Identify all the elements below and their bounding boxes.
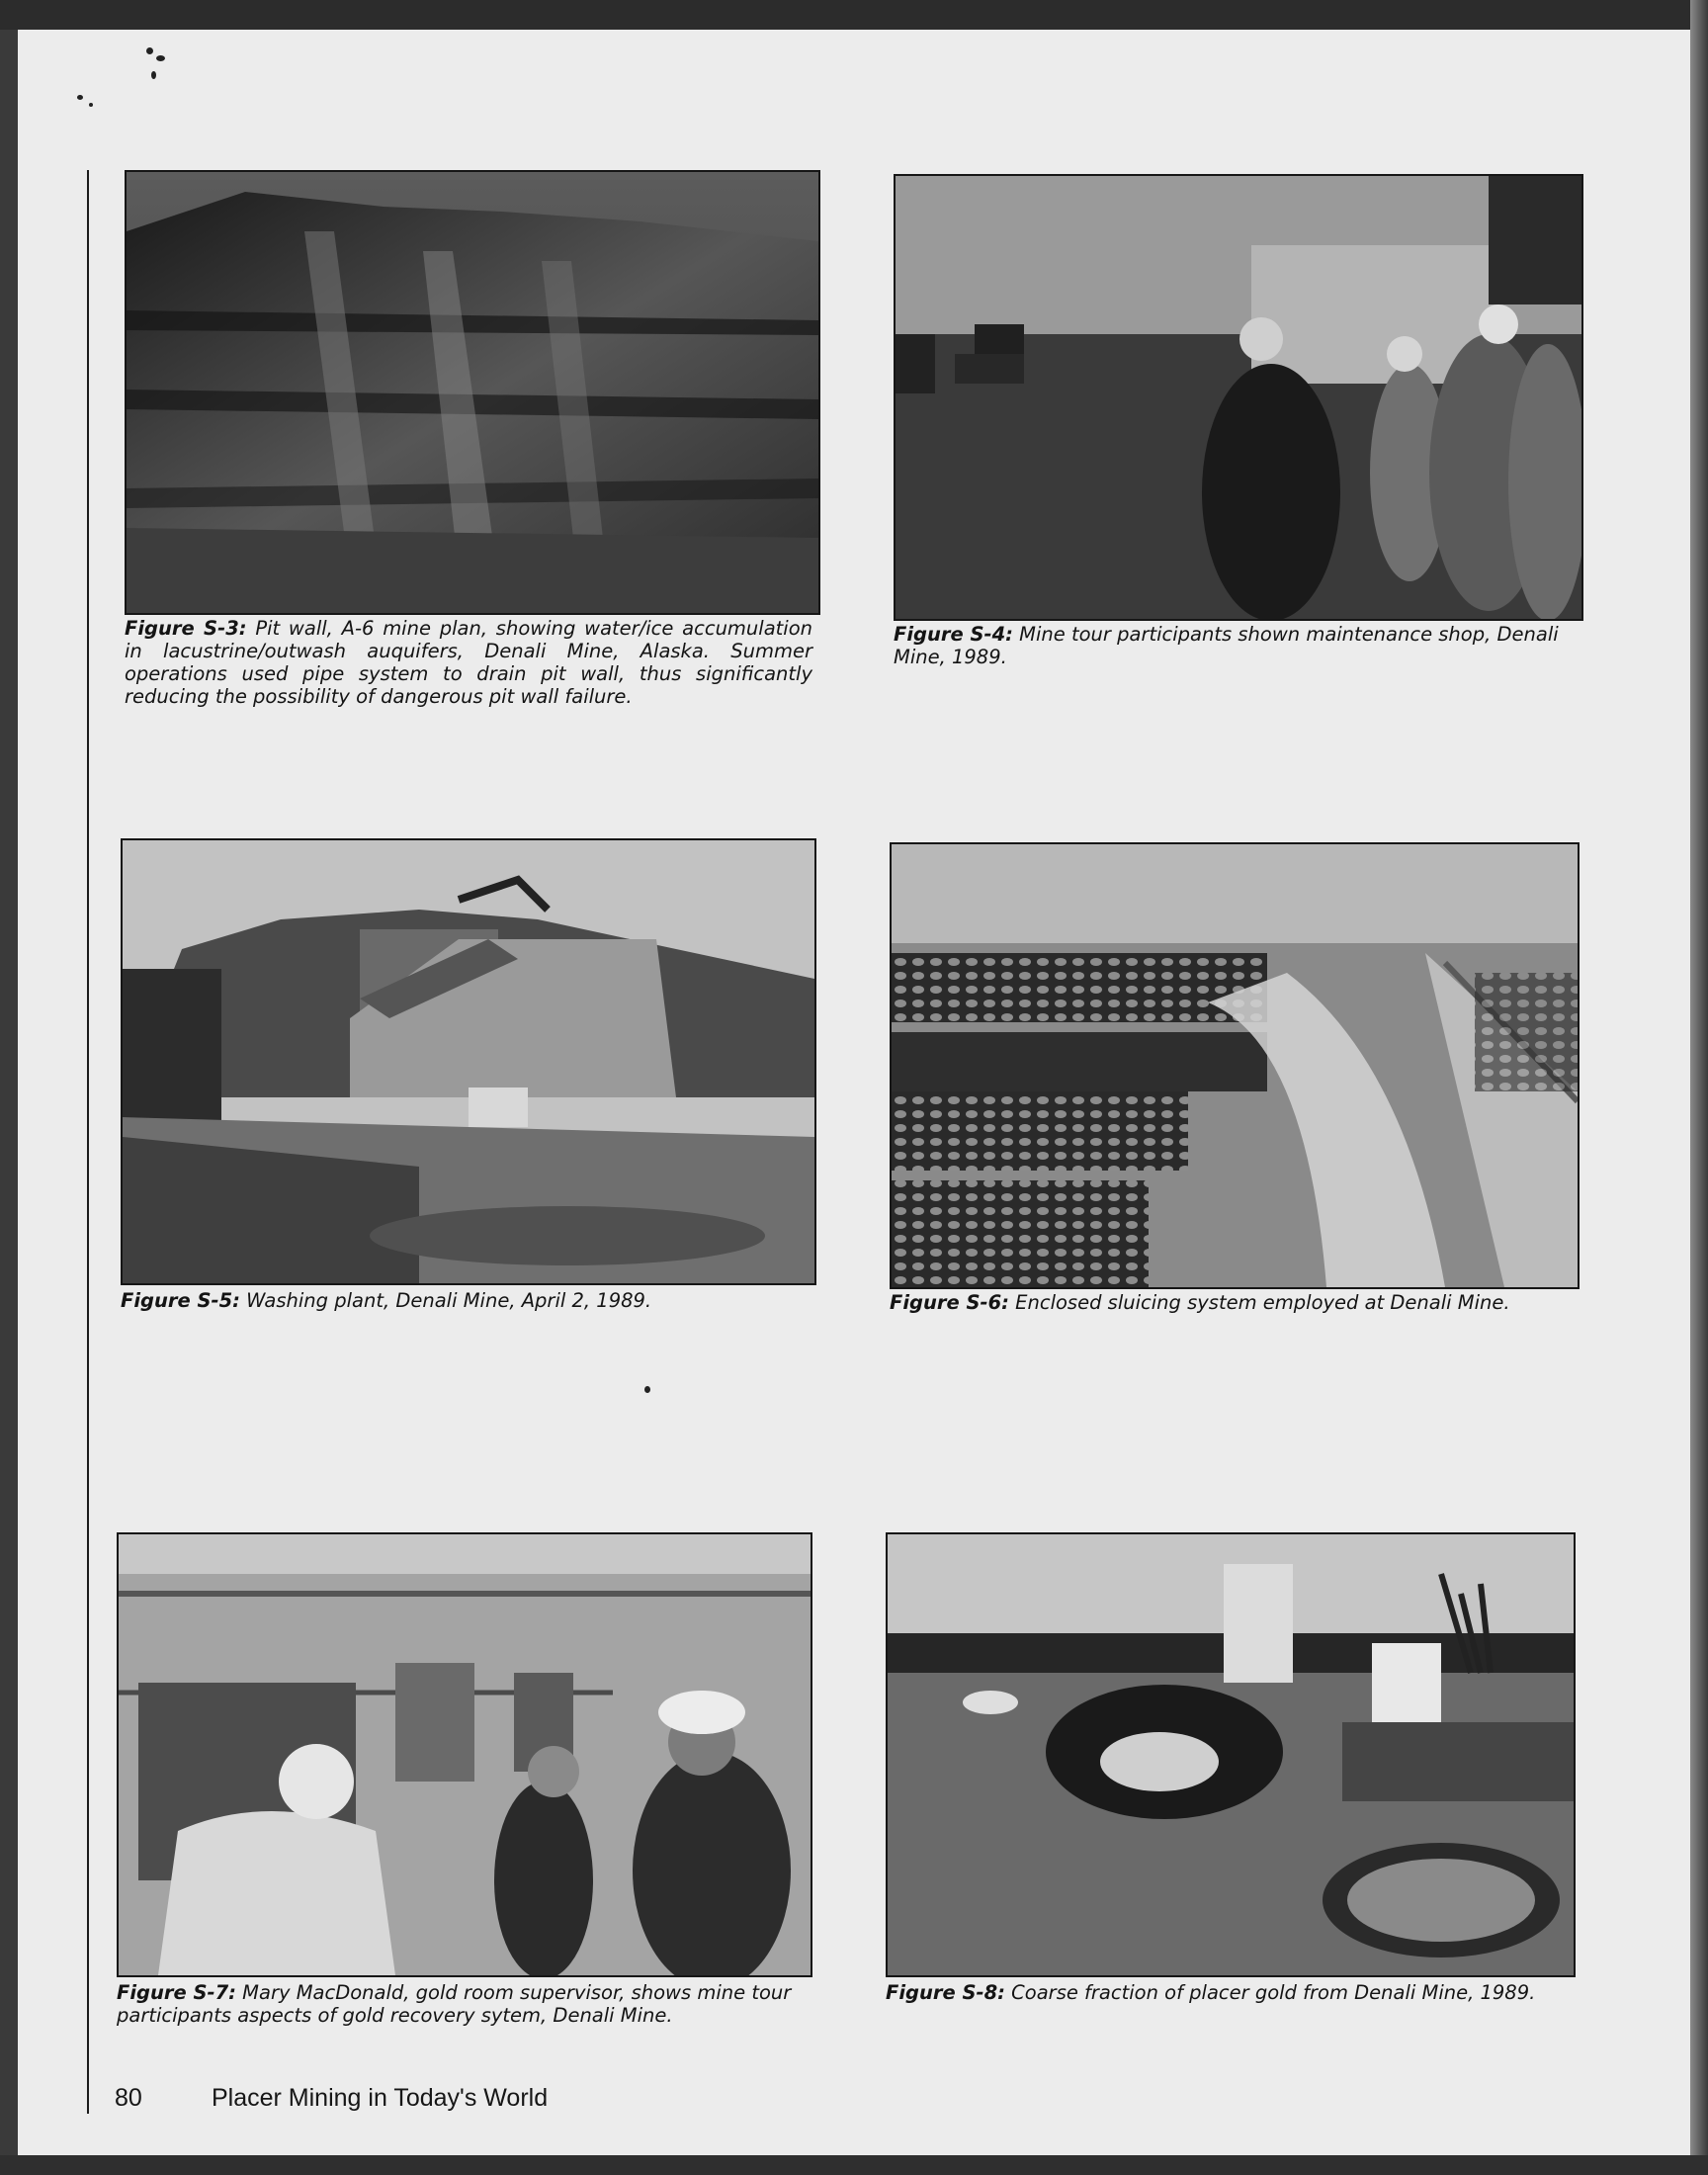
running-footer-title: Placer Mining in Today's World — [212, 2084, 549, 2112]
figure-s4-photo — [894, 174, 1583, 621]
page-number: 80 — [115, 2084, 142, 2112]
figure-label: Figure S-5: — [121, 1289, 240, 1312]
figure-label: Figure S-7: — [117, 1981, 236, 2004]
scan-speck — [156, 55, 165, 61]
figure-s6-caption — [890, 1291, 1576, 1314]
scan-speck — [77, 95, 83, 100]
figure-s5-caption — [121, 1289, 812, 1312]
scan-speck — [644, 1386, 650, 1393]
margin-rule — [87, 170, 89, 2114]
figure-s6-photo — [890, 842, 1580, 1289]
scan-speck — [89, 103, 93, 107]
scan-right-edge — [1690, 0, 1708, 2175]
figure-s3-caption — [125, 617, 812, 708]
caption-text: Mine tour participants shown maintenance shop, Denali Mine, 1989. — [894, 623, 1559, 668]
figure-label: Figure S-8: — [886, 1981, 1005, 2004]
figure-s4-caption — [894, 623, 1580, 668]
caption-text: Coarse fraction of placer gold from Denali Mine, 1989. — [1004, 1981, 1536, 2004]
caption-text: Mary MacDonald, gold room supervisor, shows mine tour participants aspects of gold recovery sytem, Denali Mine. — [117, 1981, 792, 2027]
scan-speck — [146, 47, 153, 54]
figure-s8-photo — [886, 1532, 1576, 1977]
figure-s5-photo — [121, 838, 816, 1285]
figure-label: Figure S-6: — [890, 1291, 1009, 1314]
figure-label: Figure S-3: — [125, 617, 247, 640]
caption-text: Pit wall, A-6 mine plan, showing water/ice accumulation in lacustrine/outwash auquifers, Denali Mine, Alaska. Summer operations used pipe system to drain pit wall, thus significantly reducing the possibility of dangerous pit wall failure. — [125, 617, 812, 708]
figure-s7-photo — [117, 1532, 812, 1977]
figure-label: Figure S-4: — [894, 623, 1013, 646]
caption-text: Washing plant, Denali Mine, April 2, 1989. — [239, 1289, 652, 1312]
scan-speck — [151, 71, 156, 79]
figure-s8-caption — [886, 1981, 1572, 2004]
figure-s3-photo — [125, 170, 820, 615]
scan-top-edge — [0, 0, 1708, 30]
figure-s7-caption — [117, 1981, 809, 2027]
scan-bottom-edge — [0, 2155, 1708, 2175]
caption-text: Enclosed sluicing system employed at Denali Mine. — [1008, 1291, 1510, 1314]
